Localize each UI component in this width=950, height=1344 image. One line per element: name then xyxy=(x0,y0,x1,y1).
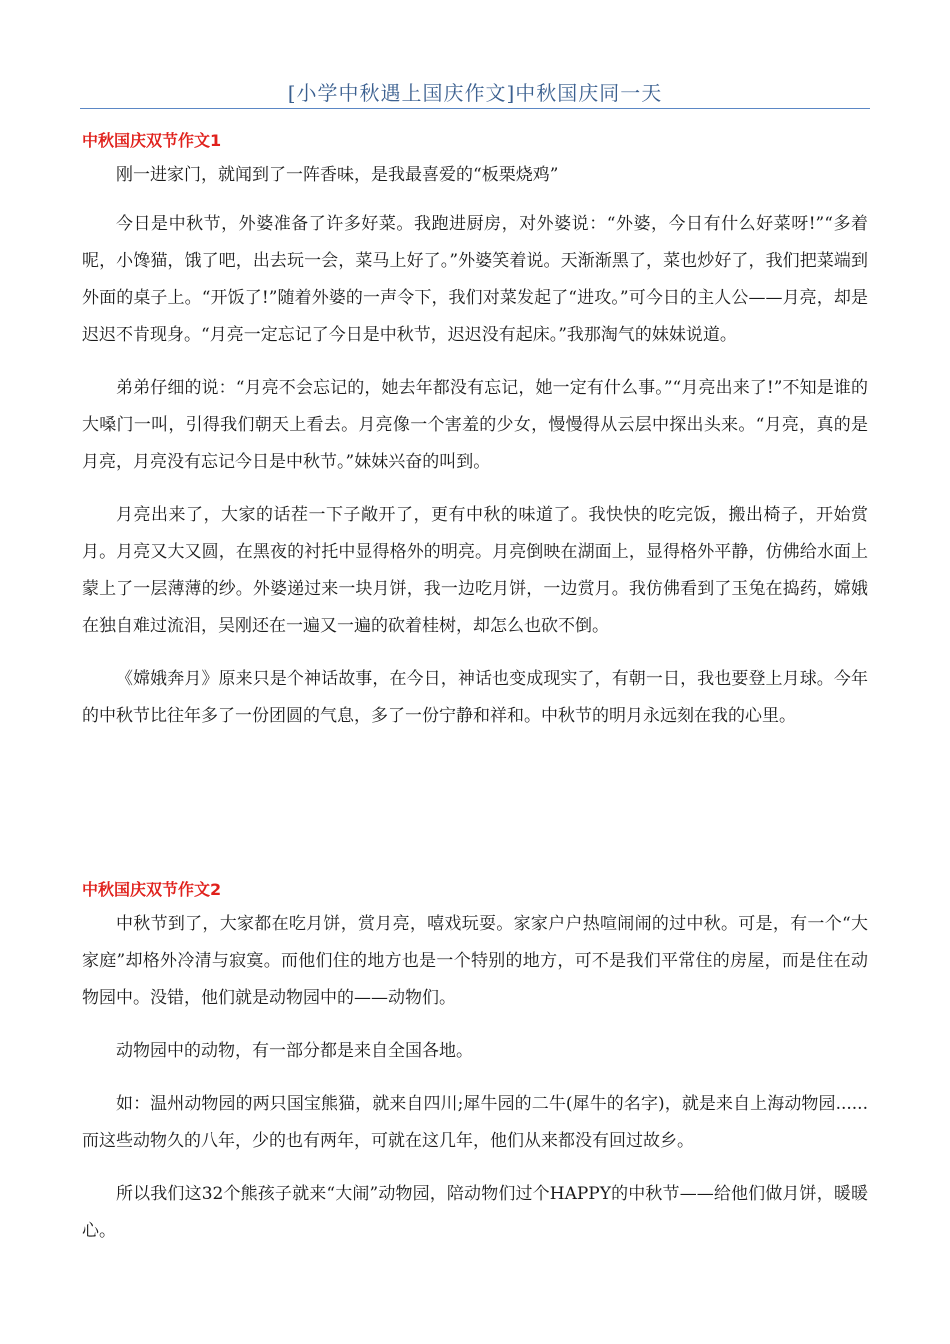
paragraph: 如：温州动物园的两只国宝熊猫，就来自四川;犀牛园的二牛(犀牛的名字)，就是来自上海动物园......而这些动物久的八年，少的也有两年，可就在这几年，他们从来都没有回过故乡。 xyxy=(82,1094,868,1151)
paragraph: 动物园中的动物，有一部分都是来自全国各地。 xyxy=(116,1041,473,1061)
paragraph: 中秋节到了，大家都在吃月饼，赏月亮，嘻戏玩耍。家家户户热喧闹闹的过中秋。可是，有一个“大家庭”却格外冷清与寂寞。而他们住的地方也是一个特别的地方，可不是我们平常住的房屋，而是住在动物园中。没错，他们就是动物园中的——动物们。 xyxy=(82,914,868,1008)
essay-section-1 xyxy=(82,131,868,751)
paragraph: 弟弟仔细的说：“月亮不会忘记的，她去年都没有忘记，她一定有什么事。”“月亮出来了!”不知是谁的大嗓门一叫，引得我们朝天上看去。月亮像一个害羞的少女，慢慢得从云层中探出头来。“月亮，真的是月亮，月亮没有忘记今日是中秋节。”妹妹兴奋的叫到。 xyxy=(82,378,868,472)
section-heading: 中秋国庆双节作文1 xyxy=(82,131,222,150)
document-title: [小学中秋遇上国庆作文]中秋国庆同一天 xyxy=(287,81,663,105)
title-underline xyxy=(80,108,870,109)
paragraph: 刚一进家门，就闻到了一阵香味，是我最喜爱的“板栗烧鸡” xyxy=(116,165,559,185)
paragraph: 《嫦娥奔月》原来只是个神话故事，在今日，神话也变成现实了，有朝一日，我也要登上月球。今年的中秋节比往年多了一份团圆的气息，多了一份宁静和祥和。中秋节的明月永远刻在我的心里。 xyxy=(82,669,868,726)
paragraph: 月亮出来了，大家的话茬一下子敞开了，更有中秋的味道了。我快快的吃完饭，搬出椅子，开始赏月。月亮又大又圆，在黑夜的衬托中显得格外的明亮。月亮倒映在湖面上，显得格外平静，仿佛给水面上蒙上了一层薄薄的纱。外婆递过来一块月饼，我一边吃月饼，一边赏月。我仿佛看到了玉兔在捣药，嫦娥在独自难过流泪，吴刚还在一遍又一遍的砍着桂树，却怎么也砍不倒。 xyxy=(82,505,868,636)
essay-section-2 xyxy=(82,880,868,1266)
paragraph: 今日是中秋节，外婆准备了许多好菜。我跑进厨房，对外婆说：“外婆，今日有什么好菜呀!”“多着呢，小馋猫，饿了吧，出去玩一会，菜马上好了。”外婆笑着说。天渐渐黑了，菜也炒好了，我们把菜端到外面的桌子上。“开饭了!”随着外婆的一声令下，我们对菜发起了“进攻。”可今日的主人公——月亮，却是迟迟不肯现身。“月亮一定忘记了今日是中秋节，迟迟没有起床。”我那淘气的妹妹说道。 xyxy=(82,214,868,345)
section-heading: 中秋国庆双节作文2 xyxy=(82,880,222,899)
paragraph: 所以我们这32个熊孩子就来“大闹”动物园，陪动物们过个HAPPY的中秋节——给他们做月饼，暖暖心。 xyxy=(82,1184,868,1241)
